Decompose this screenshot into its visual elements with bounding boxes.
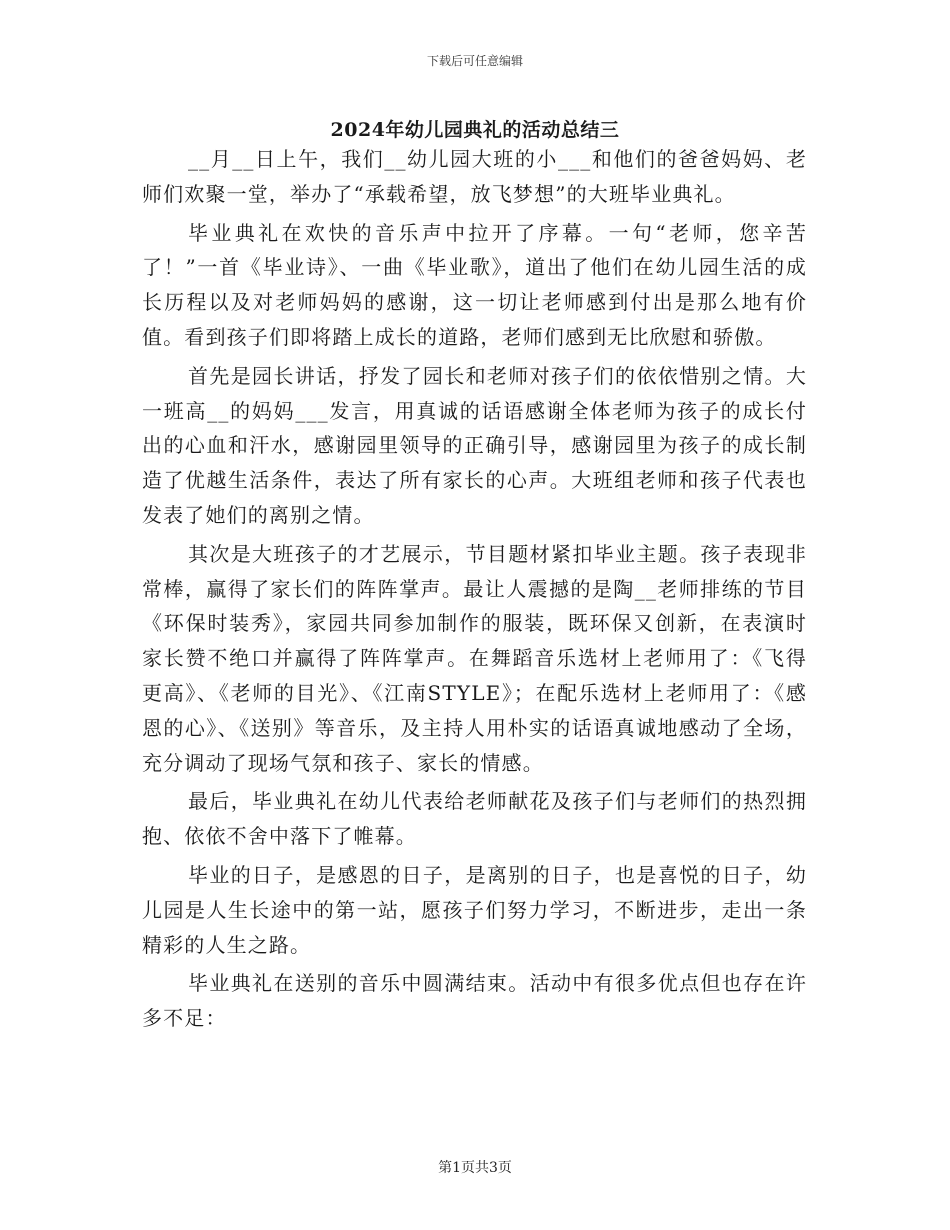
paragraph-1: __月__日上午，我们__幼儿园大班的小___和他们的爸爸妈妈、老师们欢聚一堂，举办了“承载希望，放飞梦想”的大班毕业典礼。 [142, 147, 807, 206]
page-header-note: 下载后可任意编辑 [426, 54, 523, 68]
paragraph-2: 毕业典礼在欢快的音乐声中拉开了序幕。一句“老师，您辛苦了！”一首《毕业诗》、一曲《毕业歌》，道出了他们在幼儿园生活的成长历程以及对老师妈妈的感谢，这一切让老师感到付出是那么地有价值。看到孩子们即将踏上成长的道路，老师们感到无比欣慰和骄傲。 [142, 220, 807, 349]
document-body [142, 142, 807, 1040]
paragraph-4: 其次是大班孩子的才艺展示，节目题材紧扣毕业主题。孩子表现非常棒，赢得了家长们的阵阵掌声。最让人震撼的是陶__老师排练的节目《环保时装秀》，家园共同参加制作的服装，既环保又创新，在表演时家长赞不绝口并赢得了阵阵掌声。在舞蹈音乐选材上老师用了：《飞得更高》、《老师的目光》、《江南STYLE》；在配乐选材上老师用了：《感恩的心》、《送别》等音乐，及主持人用朴实的话语真诚地感动了全场，充分调动了现场气氛和孩子、家长的情感。 [142, 541, 807, 775]
paragraph-3: 首先是园长讲话，抒发了园长和老师对孩子们的依依惜别之情。大一班高__的妈妈___发言，用真诚的话语感谢全体老师为孩子的成长付出的心血和汗水，感谢园里领导的正确引导，感谢园里为孩子的成长制造了优越生活条件，表达了所有家长的心声。大班组老师和孩子代表也发表了她们的离别之情。 [142, 363, 807, 527]
paragraph-6: 毕业的日子，是感恩的日子，是离别的日子，也是喜悦的日子，幼儿园是人生长途中的第一站，愿孩子们努力学习，不断进步，走出一条精彩的人生之路。 [142, 862, 807, 957]
paragraph-5: 最后，毕业典礼在幼儿代表给老师献花及孩子们与老师们的热烈拥抱、依依不舍中落下了帷幕。 [142, 789, 807, 849]
paragraph-7: 毕业典礼在送别的音乐中圆满结束。活动中有很多优点但也存在许多不足： [142, 971, 807, 1031]
document-title: 2024年幼儿园典礼的活动总结三 [330, 119, 620, 141]
page-number: 第1页共3页 [438, 1160, 512, 1176]
